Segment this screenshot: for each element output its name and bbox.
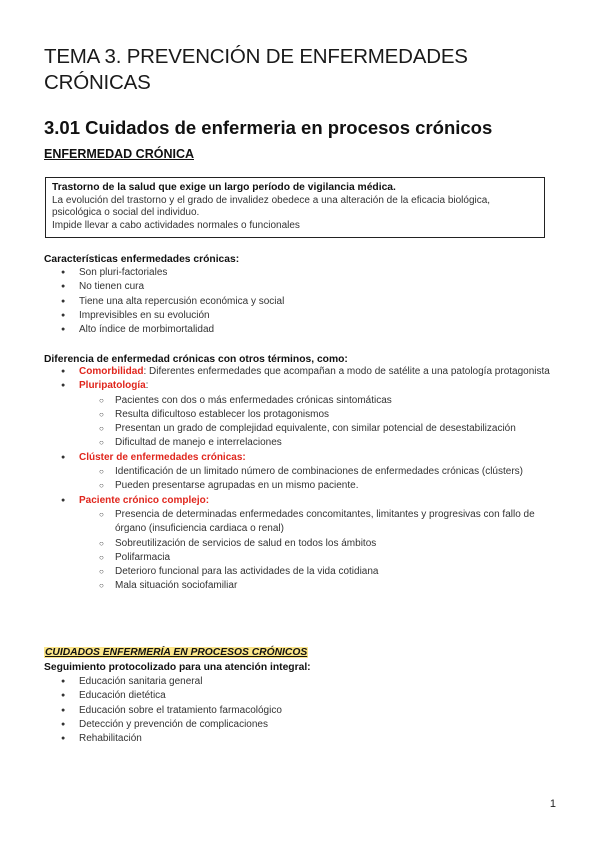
definition-line-2: Impide llevar a cabo actividades normales o funcionales xyxy=(52,219,300,231)
list-item-pluripatologia xyxy=(44,379,559,393)
definition-bold-line: Trastorno de la salud que exige un largo período de vigilancia médica. xyxy=(52,182,396,193)
definition-line-1: La evolución del trastorno y el grado de invalidez obedece a una alteración de la eficacia biológica, psicológica o social del individuo. xyxy=(52,194,491,218)
cuidados-heading-wrap xyxy=(44,646,308,659)
sub-list-item: ○ Pacientes con dos o más enfermedades crónicas sintomáticas xyxy=(44,394,559,408)
page-title: TEMA 3. PREVENCIÓN DE ENFERMEDADES CRÓNICAS xyxy=(44,45,468,94)
comorbilidad-label: Comorbilidad xyxy=(79,366,144,377)
list-item: ● Educación sanitaria general xyxy=(44,675,559,689)
list-item: ● Detección y prevención de complicaciones xyxy=(44,718,559,732)
list-item-comorbilidad xyxy=(44,365,559,379)
list-item: ● Educación sobre el tratamiento farmacológico xyxy=(44,704,559,718)
caracteristicas-heading: Características enfermedades crónicas: xyxy=(44,254,240,265)
sub-list-item: ○ Polifarmacia xyxy=(44,551,559,565)
list-item-paciente xyxy=(44,494,559,508)
sub-list-item: ○ Identificación de un limitado número de combinaciones de enfermedades crónicas (clústers) xyxy=(44,465,559,479)
paciente-label: Paciente crónico complejo: xyxy=(79,494,210,506)
section-heading: 3.01 Cuidados de enfermeria en procesos crónicos xyxy=(44,117,493,138)
pluripatologia-label: Pluripatología xyxy=(79,380,146,392)
cuidados-heading: CUIDADOS ENFERMERÍA EN PROCESOS CRÓNICOS xyxy=(45,647,308,658)
sub-list-item: ○ Mala situación sociofamiliar xyxy=(44,579,559,593)
diferencia-list xyxy=(44,365,559,594)
sub-list-item: ○ Presencia de determinadas enfermedades concomitantes, limitantes y progresivas con fallo de órgano (insuficiencia cardiaca o renal) xyxy=(44,508,559,537)
list-item: ● Rehabilitación xyxy=(44,732,559,746)
list-item: ● Imprevisibles en su evolución xyxy=(44,309,559,323)
sub-list-item: ○ Deterioro funcional para las actividades de la vida cotidiana xyxy=(44,565,559,579)
comorbilidad-text: : Diferentes enfermedades que acompañan a modo de satélite a una patología protagonista xyxy=(143,366,550,377)
caracteristicas-list xyxy=(44,266,559,337)
sub-list-item: ○ Resulta dificultoso establecer los protagonismos xyxy=(44,408,559,422)
diferencia-heading: Diferencia de enfermedad crónicas con otros términos, como: xyxy=(44,354,348,365)
sub-list-item: ○ Dificultad de manejo e interrelaciones xyxy=(44,436,559,450)
subsection-heading: ENFERMEDAD CRÓNICA xyxy=(44,147,194,161)
list-item: ● Alto índice de morbimortalidad xyxy=(44,323,559,337)
sub-list-item: ○ Sobreutilización de servicios de salud en todos los ámbitos xyxy=(44,537,559,551)
cluster-label: Clúster de enfermedades crónicas: xyxy=(79,451,246,463)
page-number: 1 xyxy=(549,798,556,810)
list-item: ● Educación dietética xyxy=(44,689,559,703)
list-item: ● Son pluri-factoriales xyxy=(44,266,559,280)
sub-list-item: ○ Pueden presentarse agrupadas en un mismo paciente. xyxy=(44,479,559,493)
cuidados-subheading: Seguimiento protocolizado para una atención integral: xyxy=(44,662,311,673)
list-item-cluster xyxy=(44,451,559,465)
pluripatologia-suffix: : xyxy=(145,380,149,392)
sub-list-item: ○ Presentan un grado de complejidad equivalente, con similar potencial de desestabilización xyxy=(44,422,559,436)
cuidados-list xyxy=(44,675,559,746)
list-item: ● No tienen cura xyxy=(44,280,559,294)
definition-box xyxy=(45,177,545,238)
list-item: ● Tiene una alta repercusión económica y social xyxy=(44,295,559,309)
